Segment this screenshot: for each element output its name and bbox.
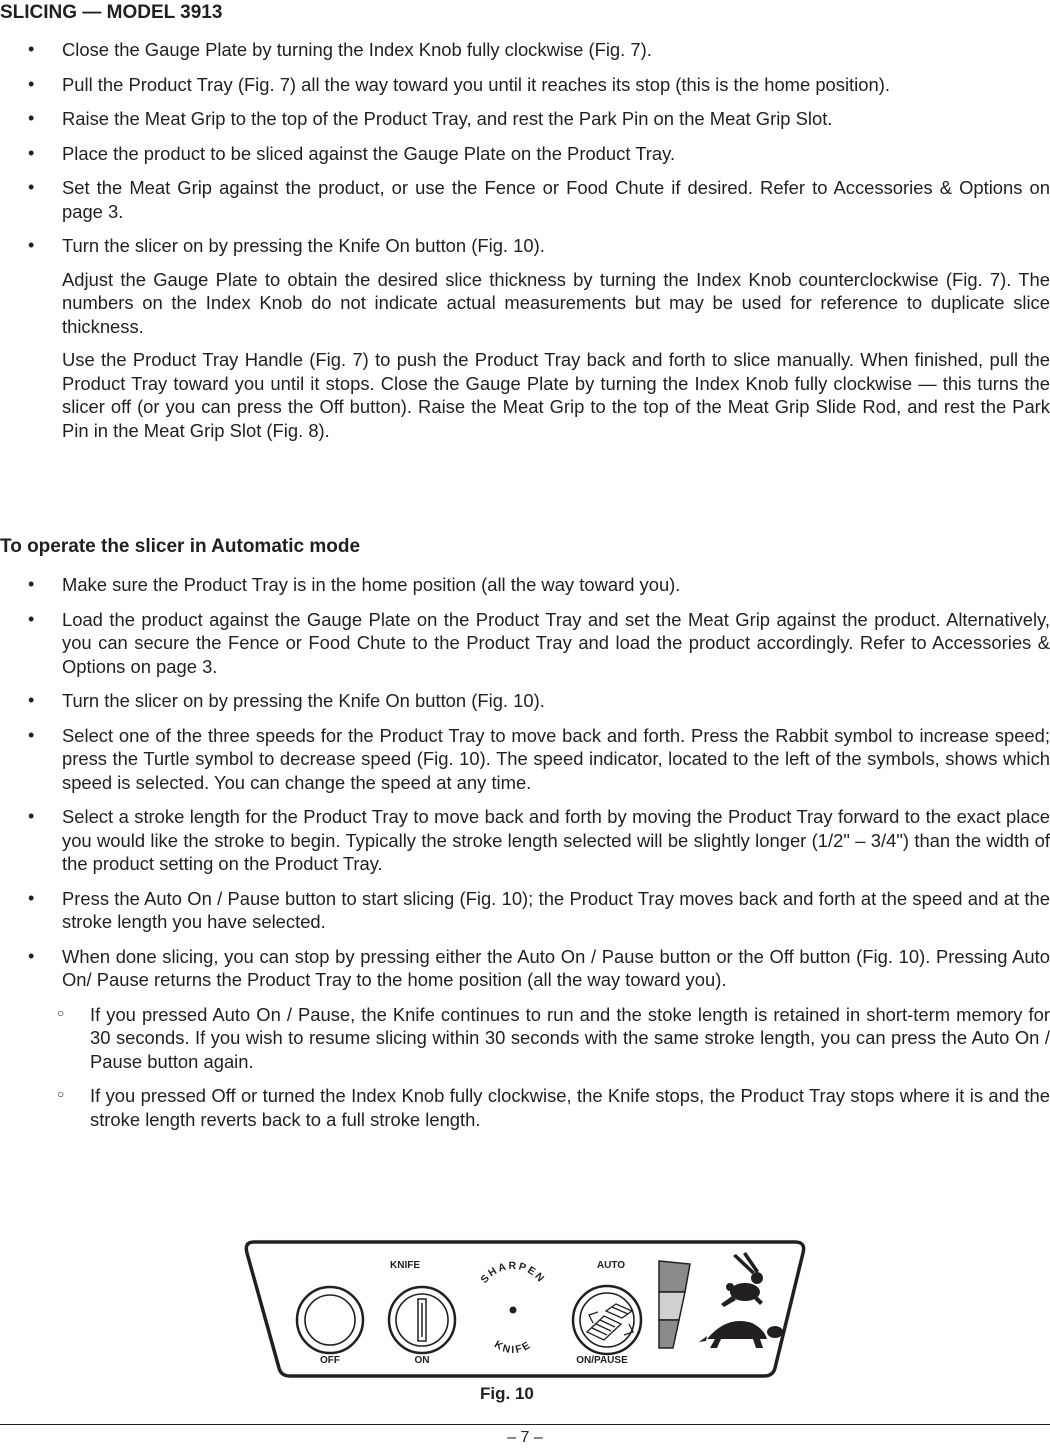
- list-paragraph: Use the Product Tray Handle (Fig. 7) to push the Product Tray back and forth to slice manually. When finished, pull the Product Tray toward you until it stops. Close the Gauge Plate by turning the Index Knob fully clockwise — this turns the slicer off (or you can press the Off button). Raise the Meat Grip to the top of the Meat Grip Slide Rod, and rest the Park Pin in the Meat Grip Slot (Fig. 8).: [62, 349, 1050, 441]
- on-label: ON: [414, 1355, 430, 1366]
- sub-list-item: ○ If you pressed Off or turned the Index Knob fully clockwise, the Knife stops, the Product Tray stops where it is and the stroke length reverts back to a full stroke length.: [0, 1084, 1050, 1131]
- knife-label: KNIFE: [390, 1260, 420, 1271]
- sharpen-text: SHARPEN: [478, 1259, 548, 1286]
- list-item: • Load the product against the Gauge Plate on the Product Tray and set the Meat Grip against the product. Alternatively, you can secure the Fence or Food Chute to the Product Tray and load the product accordingly. Refer to Accessories & Options on page 3.: [0, 608, 1050, 679]
- automatic-mode-heading: To operate the slicer in Automatic mode: [0, 536, 361, 557]
- auto-label: AUTO: [596, 1260, 626, 1271]
- sharpen-dot-icon: [510, 1307, 517, 1314]
- off-label: OFF: [320, 1355, 340, 1366]
- auto-steps-list: [0, 573, 1050, 1142]
- list-paragraph: Adjust the Gauge Plate to obtain the desired slice thickness by turning the Index Knob counterclockwise (Fig. 7). The numbers on the Index Knob do not indicate actual measurements but may be used for reference to duplicate slice thickness.: [62, 268, 1050, 337]
- list-item: • Select one of the three speeds for the Product Tray to move back and forth. Press the Rabbit symbol to increase speed; press the Turtle symbol to decrease speed (Fig. 10). The speed indicator, located to the left of the symbols, shows which speed is selected. You can change the speed at any time.: [0, 724, 1050, 795]
- knife-on-button[interactable]: [389, 1287, 455, 1353]
- page-number: – 7 –: [507, 1429, 543, 1446]
- list-item: • Turn the slicer on by pressing the Knife On button (Fig. 10).: [0, 234, 1050, 258]
- list-item: • Turn the slicer on by pressing the Knife On button (Fig. 10).: [0, 689, 1050, 713]
- control-panel-figure: [240, 1232, 810, 1380]
- list-item: • Pull the Product Tray (Fig. 7) all the way toward you until it reaches its stop (this is the home position).: [0, 73, 1050, 97]
- on-pause-label: ON/PAUSE: [576, 1355, 628, 1366]
- list-item: • When done slicing, you can stop by pressing either the Auto On / Pause button or the Off button (Fig. 10). Pressing Auto On/ Pause returns the Product Tray to the home position (all the way toward you).: [0, 945, 1050, 992]
- list-item: • Press the Auto On / Pause button to start slicing (Fig. 10); the Product Tray moves back and forth at the speed and at the stroke length you have selected.: [0, 887, 1050, 934]
- list-item: • Close the Gauge Plate by turning the Index Knob fully clockwise (Fig. 7).: [0, 38, 1050, 62]
- list-item: • Make sure the Product Tray is in the home position (all the way toward you).: [0, 573, 1050, 597]
- list-item: • Place the product to be sliced against the Gauge Plate on the Product Tray.: [0, 142, 1050, 166]
- sub-list-item: ○ If you pressed Auto On / Pause, the Knife continues to run and the stoke length is retained in short-term memory for 30 seconds. If you wish to resume slicing within 30 seconds with the same stroke length, you can press the Auto On / Pause button again.: [0, 1003, 1050, 1074]
- list-item: • Set the Meat Grip against the product, or use the Fence or Food Chute if desired. Refer to Accessories & Options on page 3.: [0, 176, 1050, 223]
- off-button-inner-ring: [305, 1295, 355, 1345]
- auto-on-pause-button[interactable]: [573, 1286, 641, 1354]
- footer-rule: [0, 1424, 1050, 1425]
- knife-text: KNIFE: [492, 1338, 534, 1357]
- list-item: • Select a stroke length for the Product Tray to move back and forth by moving the Product Tray forward to the exact place you would like the stroke to begin. Typically the stroke length selected will be slightly longer (1/2" – 3/4") than the width of the product setting on the Product Tray.: [0, 805, 1050, 876]
- figure-caption: Fig. 10: [480, 1384, 534, 1403]
- section-heading: SLICING — MODEL 3913: [0, 2, 223, 23]
- manual-steps-list: [0, 38, 1050, 453]
- list-item: • Raise the Meat Grip to the top of the Product Tray, and rest the Park Pin on the Meat Grip Slot.: [0, 107, 1050, 131]
